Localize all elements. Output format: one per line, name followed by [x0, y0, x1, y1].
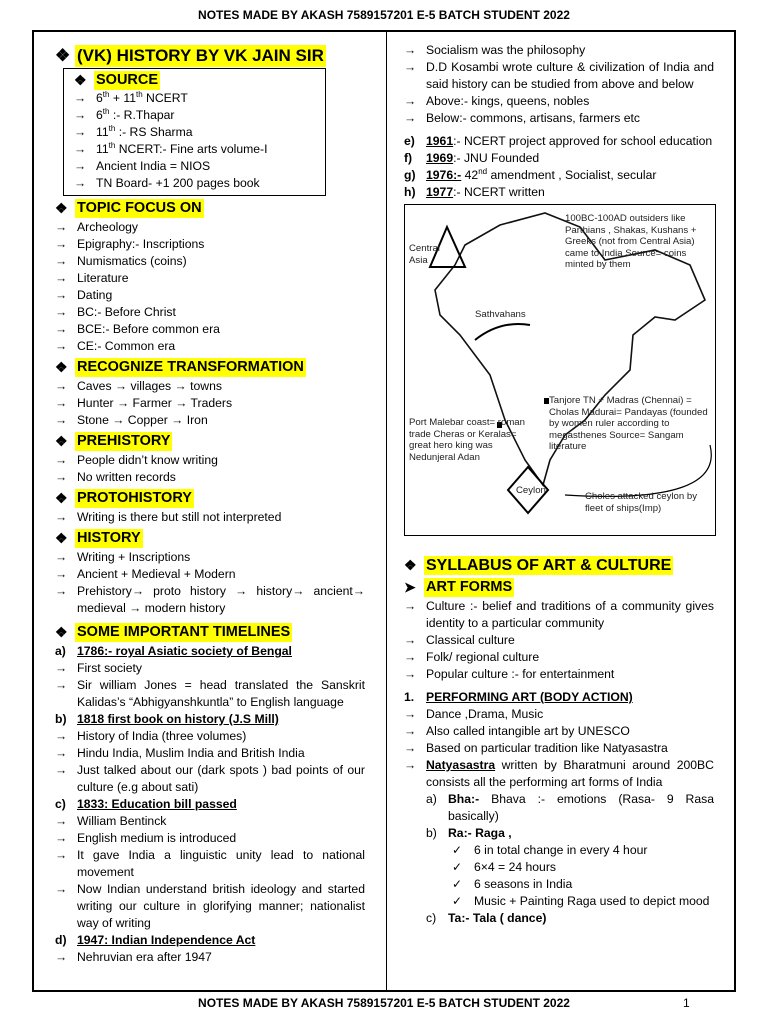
arrow-bullet-icon: → [55, 661, 68, 675]
bha-item: a) Bha:- Bhava :- emotions (Rasa- 9 Rasa basically) [426, 792, 714, 823]
list-item: → 6th :- R.Thapar [74, 106, 175, 122]
column-divider [386, 30, 387, 992]
arrow-bullet-icon: → [55, 339, 68, 353]
map-note-choles: Choles attacked ceylon by fleet of ships(Imp) [585, 491, 697, 514]
list-item: → Culture :- belief and traditions of a community gives identity to a particular community [404, 599, 714, 630]
list-item: ✓ 6×4 = 24 hours [452, 860, 556, 874]
list-item: → No written records [55, 470, 176, 484]
right-column [404, 42, 714, 927]
list-item: → Socialism was the philosophy [404, 43, 586, 57]
arrow-bullet-icon: → [74, 176, 87, 190]
socialism-list [404, 42, 714, 127]
arrow-bullet-icon: → [55, 288, 68, 302]
list-item: → People didn’t know writing [55, 453, 218, 467]
diamond-bullet-icon: ❖ [55, 433, 68, 449]
list-item: → Numismatics (coins) [55, 254, 187, 268]
diamond-bullet-icon: ❖ [55, 46, 71, 65]
arrow-bullet-icon: → [74, 91, 87, 105]
performing-art-heading: 1. PERFORMING ART (BODY ACTION) [404, 690, 633, 704]
arrow-bullet-icon: → [55, 237, 68, 251]
diamond-bullet-icon: ❖ [55, 530, 68, 546]
list-item: → First society [55, 661, 143, 675]
list-item: → Writing is there but still not interpreted [55, 510, 282, 524]
arrow-bullet-icon: → [74, 142, 87, 156]
list-item: → Below:- commons, artisans, farmers etc [404, 111, 641, 125]
topic-list [55, 219, 365, 355]
list-item: → Sir william Jones = head translated the Sanskrit Kalidas’s “Abhigyanshkuntla” to English language [55, 678, 365, 709]
arrow-bullet-icon: → [55, 322, 68, 336]
list-item: → Now Indian understand british ideology and started writing our culture in glorifying manner; nationalist way of writing [55, 882, 365, 930]
checkmark-icon: ✓ [452, 843, 463, 857]
arrow-bullet-icon: → [55, 848, 68, 862]
arrow-bullet-icon: → [404, 650, 417, 664]
list-item: → Caves → villages → towns [55, 379, 222, 393]
diamond-bullet-icon: ❖ [404, 557, 417, 573]
timeline-b-list [55, 728, 365, 796]
diamond-bullet-icon: ❖ [74, 72, 87, 88]
main-title-text: (VK) HISTORY BY VK JAIN SIR [77, 46, 324, 65]
arrow-bullet-icon: → [55, 584, 68, 598]
arrow-bullet-icon: → [55, 254, 68, 268]
page-header: NOTES MADE BY AKASH 7589157201 E-5 BATCH STUDENT 2022 [198, 8, 570, 22]
prehistory-heading: ❖ PREHISTORY [55, 433, 171, 449]
arrow-bullet-icon: → [55, 550, 68, 564]
list-item: → Epigraphy:- Inscriptions [55, 237, 205, 251]
arrow-bullet-icon: → [55, 814, 68, 828]
date-item: h) 1977:- NCERT written [404, 185, 545, 199]
page-footer: NOTES MADE BY AKASH 7589157201 E-5 BATCH STUDENT 2022 [198, 996, 570, 1010]
date-item: f) 1969:- JNU Founded [404, 151, 540, 165]
arrow-bullet-icon: → [55, 882, 68, 896]
diamond-bullet-icon: ❖ [55, 359, 68, 375]
arrow-bullet-icon: → [404, 43, 417, 57]
list-item: → Hunter → Farmer → Traders [55, 396, 233, 410]
source-heading: SOURCE [96, 72, 159, 88]
diamond-bullet-icon: ❖ [55, 624, 68, 640]
arrow-bullet-icon: → [55, 220, 68, 234]
list-item: → Literature [55, 271, 129, 285]
list-item: → TN Board- +1 200 pages book [74, 176, 260, 190]
arrow-bullet-icon: → [74, 159, 87, 173]
arrow-bullet-icon: → [55, 831, 68, 845]
dates-list [404, 133, 714, 201]
arrow-bullet-icon: → [55, 746, 68, 760]
prehistory-list [55, 452, 365, 486]
list-item: → 6th + 11th NCERT [74, 89, 188, 105]
natyasastra-item: → Natyasastra written by Bharatmuni around 200BC consists all the performing art forms of India [404, 758, 714, 789]
timeline-d-list [55, 949, 365, 966]
ra-item: b) Ra:- Raga , [426, 826, 512, 840]
list-item: → Stone → Copper → Iron [55, 413, 208, 427]
arrow-bullet-icon: → [55, 305, 68, 319]
timeline-b: b) 1818 first book on history (J.S Mill) [55, 712, 279, 726]
arrow-bullet-icon: → [55, 510, 68, 524]
transformation-list [55, 378, 365, 429]
list-item: → Dance ,Drama, Music [404, 707, 544, 721]
timeline-a-list [55, 660, 365, 711]
arrow-bullet-icon: → [55, 678, 68, 692]
list-item: → Folk/ regional culture [404, 650, 540, 664]
source-box [63, 68, 326, 196]
map-label-central-asia: Central Asia [409, 243, 440, 266]
date-item: g) 1976:- 42nd amendment , Socialist, secular [404, 166, 657, 182]
india-map [404, 204, 716, 536]
checkmark-icon: ✓ [452, 877, 463, 891]
arrow-bullet-icon: → [55, 453, 68, 467]
arrowhead-bullet-icon: ➤ [404, 579, 416, 595]
list-item: → Dating [55, 288, 113, 302]
art-forms-heading: ➤ ART FORMS [404, 579, 513, 595]
list-item: → BC:- Before Christ [55, 305, 176, 319]
page-number: 1 [683, 996, 690, 1010]
transformation-heading: ❖ RECOGNIZE TRANSFORMATION [55, 359, 304, 375]
list-item: → Just talked about our (dark spots ) bad points of our culture (e.g about sati) [55, 763, 365, 794]
list-item: → 11th :- RS Sharma [74, 123, 193, 139]
list-item: → English medium is introduced [55, 831, 237, 845]
date-item: e) 1961:- NCERT project approved for school education [404, 134, 713, 148]
timelines-heading: ❖ SOME IMPORTANT TIMELINES [55, 624, 291, 640]
list-item: → Prehistory→ proto history → history→ ancient→ medieval → modern history [55, 584, 365, 615]
map-note-outsiders: 100BC-100AD outsiders like Parthians , Shakas, Kushans + Greeks (not from Central Asia) came to India Source= coins minted by them [565, 213, 697, 270]
syllabus-heading: ❖ SYLLABUS OF ART & CULTURE [404, 557, 672, 574]
checkmark-icon: ✓ [452, 860, 463, 874]
list-item: → D.D Kosambi wrote culture & civilization of India and said history can be studied from above and below [404, 60, 714, 91]
arrow-bullet-icon: → [74, 108, 87, 122]
protohistory-list [55, 509, 365, 526]
list-item: ✓ 6 seasons in India [452, 877, 573, 891]
list-item: ✓ 6 in total change in every 4 hour [452, 843, 648, 857]
timeline-c: c) 1833: Education bill passed [55, 797, 237, 811]
list-item: → Popular culture :- for entertainment [404, 667, 615, 681]
timeline-c-list [55, 813, 365, 932]
arrow-bullet-icon: → [55, 729, 68, 743]
list-item: → Ancient + Medieval + Modern [55, 567, 236, 581]
arrow-bullet-icon: → [404, 60, 417, 74]
list-item: → BCE:- Before common era [55, 322, 220, 336]
main-title [55, 45, 365, 67]
arrow-bullet-icon: → [404, 111, 417, 125]
arrow-bullet-icon: → [55, 763, 68, 777]
list-item: → History of India (three volumes) [55, 729, 247, 743]
arrow-bullet-icon: → [55, 379, 68, 393]
timeline-a: a) 1786:- royal Asiatic society of Bengal [55, 644, 292, 658]
art-forms-list [404, 598, 714, 683]
list-item: → Archeology [55, 220, 138, 234]
arrow-bullet-icon: → [404, 707, 417, 721]
performing-art-list [404, 706, 714, 757]
list-item: ✓ Music + Painting Raga used to depict mood [452, 894, 710, 908]
protohistory-heading: ❖ PROTOHISTORY [55, 490, 192, 506]
history-list [55, 549, 365, 617]
checkmark-icon: ✓ [452, 894, 463, 908]
list-item: → It gave India a linguistic unity lead to national movement [55, 848, 365, 879]
arrow-bullet-icon: → [55, 950, 68, 964]
list-item: → Ancient India = NIOS [74, 159, 211, 173]
arrow-bullet-icon: → [404, 724, 417, 738]
arrow-bullet-icon: → [404, 94, 417, 108]
ra-sublist [404, 842, 714, 910]
arrow-bullet-icon: → [404, 633, 417, 647]
list-item: → Also called intangible art by UNESCO [404, 724, 630, 738]
map-label-sathvahans: Sathvahans [475, 309, 526, 320]
left-column [55, 42, 365, 966]
arrow-bullet-icon: → [55, 396, 68, 410]
arrow-bullet-icon: → [404, 599, 417, 613]
list-item: → Hindu India, Muslim India and British India [55, 746, 305, 760]
topic-heading: ❖ TOPIC FOCUS ON [55, 200, 202, 216]
list-item: → CE:- Common era [55, 339, 176, 353]
list-item: → William Bentinck [55, 814, 167, 828]
list-item: → 11th NCERT:- Fine arts volume-I [74, 140, 268, 156]
map-label-ceylon: Ceylon [516, 485, 546, 496]
arrow-bullet-icon: → [74, 125, 87, 139]
diamond-bullet-icon: ❖ [55, 490, 68, 506]
list-item: → Classical culture [404, 633, 515, 647]
arrow-bullet-icon: → [55, 567, 68, 581]
arrow-bullet-icon: → [55, 470, 68, 484]
arrow-bullet-icon: → [55, 271, 68, 285]
list-item: → Writing + Inscriptions [55, 550, 191, 564]
arrow-bullet-icon: → [404, 667, 417, 681]
map-note-tanjore: Tanjore TN + Madras (Chennai) = Cholas Madurai= Pandayas (founded by women ruler according to megasthenes Source= Sangam literature [549, 395, 708, 452]
diamond-bullet-icon: ❖ [55, 200, 68, 216]
ta-item: c) Ta:- Tala ( dance) [426, 911, 547, 925]
history-heading: ❖ HISTORY [55, 530, 141, 546]
list-item: → Nehruvian era after 1947 [55, 950, 212, 964]
list-item: → Based on particular tradition like Natyasastra [404, 741, 668, 755]
timeline-d: d) 1947: Indian Independence Act [55, 933, 256, 947]
arrow-bullet-icon: → [404, 741, 417, 755]
list-item: → Above:- kings, queens, nobles [404, 94, 590, 108]
map-note-malabar: Port Malebar coast= roman trade Cheras or Keralas= great hero king was Nedunjeral Adan [409, 417, 525, 463]
arrow-bullet-icon: → [55, 413, 68, 427]
